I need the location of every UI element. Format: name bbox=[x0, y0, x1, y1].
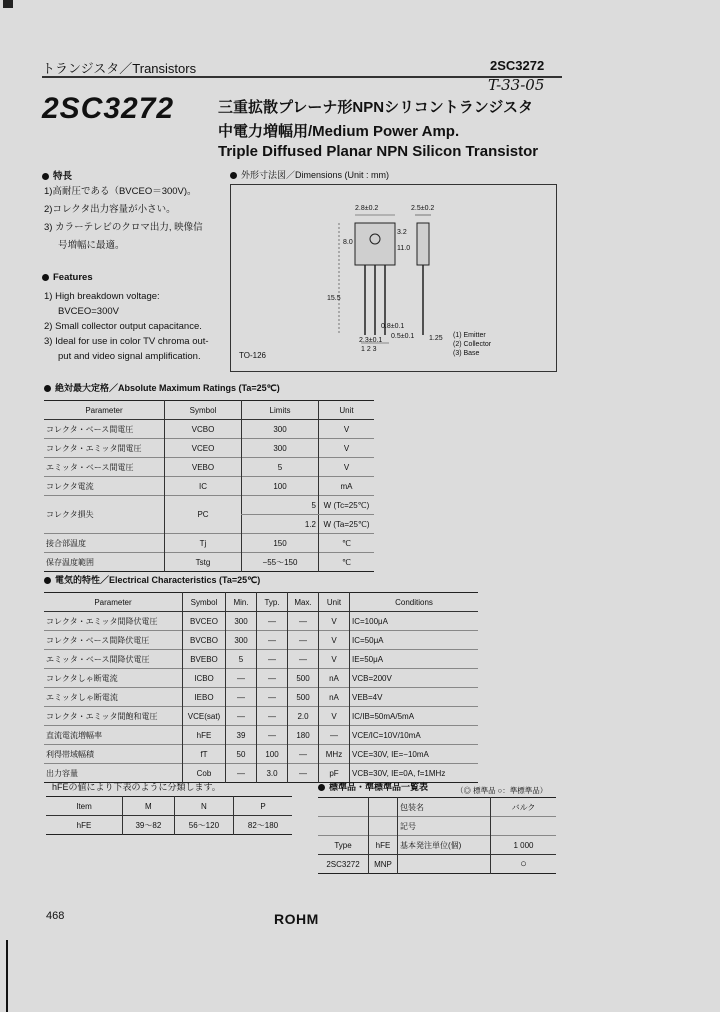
table-row bbox=[318, 798, 556, 817]
standard-legend: （◎ 標準品 ○：準標準品） bbox=[456, 786, 548, 795]
features-jp-item: 2)コレクタ出力容量が小さい。 bbox=[44, 204, 176, 215]
cell: BVEBO bbox=[183, 650, 226, 669]
standard-table bbox=[318, 797, 556, 874]
cell: コレクタ・エミッタ間降伏電圧 bbox=[46, 616, 158, 626]
cell: −55〜150 bbox=[242, 553, 319, 572]
cell: — bbox=[257, 612, 288, 631]
cell: V bbox=[319, 707, 350, 726]
elec-table bbox=[44, 592, 478, 783]
cell: BVCBO bbox=[183, 631, 226, 650]
part-title: 2SC3272 bbox=[42, 92, 175, 125]
features-jp-item: 3) カラーテレビのクロマ出力, 映像信 bbox=[44, 222, 203, 233]
dim-label: 8.0 bbox=[343, 239, 353, 246]
cell: — bbox=[257, 631, 288, 650]
cell: VCB=200V bbox=[350, 669, 479, 688]
cell: V bbox=[319, 458, 375, 477]
cell: ○ bbox=[491, 855, 557, 874]
hfe-heading: hFEの値により下表のように分類します。 bbox=[52, 782, 221, 792]
cell: — bbox=[226, 764, 257, 783]
table-row bbox=[318, 817, 556, 836]
cell: 500 bbox=[288, 688, 319, 707]
cell: IEBO bbox=[183, 688, 226, 707]
cell bbox=[491, 817, 557, 836]
col-header: Symbol bbox=[183, 593, 226, 612]
dim-label: 11.0 bbox=[397, 245, 411, 252]
cell: Tj bbox=[165, 534, 242, 553]
col-header: Symbol bbox=[165, 401, 242, 420]
cell: — bbox=[226, 707, 257, 726]
cell: 保存温度範囲 bbox=[46, 557, 94, 567]
pin-item: (2) Collector bbox=[453, 341, 492, 348]
table-row bbox=[44, 612, 478, 631]
cell: 2SC3272 bbox=[326, 859, 360, 869]
bullet-icon bbox=[230, 172, 237, 179]
cell: ICBO bbox=[183, 669, 226, 688]
cell: V bbox=[319, 612, 350, 631]
dim-label: 0.5±0.1 bbox=[391, 333, 415, 340]
cell bbox=[369, 798, 398, 817]
cell: mA bbox=[319, 477, 375, 496]
cell: 300 bbox=[226, 612, 257, 631]
cell: バルク bbox=[491, 798, 557, 817]
cell: IC=50μA bbox=[350, 631, 479, 650]
cell: — bbox=[288, 650, 319, 669]
col-header: Unit bbox=[319, 593, 350, 612]
cell: W (Tc=25℃) bbox=[319, 496, 375, 515]
cell bbox=[398, 855, 491, 874]
cell: 300 bbox=[226, 631, 257, 650]
cell: 56〜120 bbox=[174, 816, 233, 835]
cell: コレクタ・エミッタ間電圧 bbox=[46, 443, 142, 453]
cell: nA bbox=[319, 688, 350, 707]
cell: V bbox=[319, 420, 375, 439]
features-jp-item: 1)高耐圧である（BVCEO＝300V)。 bbox=[44, 186, 197, 197]
cell: Cob bbox=[183, 764, 226, 783]
cell: — bbox=[288, 764, 319, 783]
features-en-item: BVCEO=300V bbox=[58, 306, 119, 317]
cell: fT bbox=[183, 745, 226, 764]
cell: 5 bbox=[226, 650, 257, 669]
col-header: Unit bbox=[319, 401, 375, 420]
cell: コレクタ損失 bbox=[46, 510, 94, 519]
cell: V bbox=[319, 650, 350, 669]
cell: VCE/IC=10V/10mA bbox=[350, 726, 479, 745]
cell bbox=[318, 817, 369, 836]
abs-max-heading: 絶対最大定格／Absolute Maximum Ratings (Ta=25℃) bbox=[44, 381, 280, 394]
cell: 出力容量 bbox=[46, 768, 78, 778]
cell: 接合部温度 bbox=[46, 538, 86, 548]
cell: 150 bbox=[242, 534, 319, 553]
table-row bbox=[44, 669, 478, 688]
abs-max-table bbox=[44, 400, 374, 572]
col-header: N bbox=[174, 797, 233, 816]
title-line3: Triple Diffused Planar NPN Silicon Transistor bbox=[218, 143, 539, 160]
cell: 500 bbox=[288, 669, 319, 688]
standard-heading: 標準品・準標準品一覧表 bbox=[318, 780, 428, 793]
cell: エミッタ・ベース間降伏電圧 bbox=[46, 654, 150, 664]
table-row bbox=[44, 420, 374, 439]
cell: IC bbox=[165, 477, 242, 496]
cell: 100 bbox=[257, 745, 288, 764]
page-number: 468 bbox=[46, 910, 65, 922]
dim-label: 2.5±0.2 bbox=[411, 205, 435, 212]
cell: 記号 bbox=[398, 817, 491, 836]
cell: V bbox=[319, 439, 375, 458]
title-line1: 三重拡散プレーナ形NPNシリコントランジスタ bbox=[218, 99, 533, 116]
dim-label: 3.2 bbox=[397, 229, 407, 236]
dim-label: 1.25 bbox=[429, 335, 443, 342]
cell: 300 bbox=[242, 420, 319, 439]
cell: — bbox=[226, 688, 257, 707]
cell: ℃ bbox=[319, 553, 375, 572]
header-part-number: 2SC3272 bbox=[490, 58, 545, 73]
cell: VEB=4V bbox=[350, 688, 479, 707]
table-row bbox=[46, 816, 292, 835]
cell: 180 bbox=[288, 726, 319, 745]
elec-heading: 電気的特性／Electrical Characteristics (Ta=25℃) bbox=[44, 573, 260, 586]
cell: BVCEO bbox=[183, 612, 226, 631]
cell: Type bbox=[334, 840, 352, 850]
cell: — bbox=[226, 669, 257, 688]
cell: — bbox=[257, 688, 288, 707]
cell: pF bbox=[319, 764, 350, 783]
cell: 50 bbox=[226, 745, 257, 764]
dimensions-heading: 外形寸法図／Dimensions (Unit : mm) bbox=[230, 168, 389, 181]
table-row bbox=[44, 477, 374, 496]
cell: MNP bbox=[369, 855, 398, 874]
cell: 基本発注単位(個) bbox=[398, 836, 491, 855]
cell: — bbox=[257, 707, 288, 726]
bullet-icon bbox=[42, 173, 49, 180]
cell: 包装名 bbox=[398, 798, 491, 817]
cell: VCB=30V, IE=0A, f=1MHz bbox=[350, 764, 479, 783]
category-label: トランジスタ／Transistors bbox=[42, 61, 197, 76]
table-row bbox=[44, 458, 374, 477]
cell: 5 bbox=[242, 458, 319, 477]
cell: 2.0 bbox=[288, 707, 319, 726]
cell: エミッタ・ベース間電圧 bbox=[46, 462, 134, 472]
cell: VCE=30V, IE=−10mA bbox=[350, 745, 479, 764]
cell: VCBO bbox=[165, 420, 242, 439]
cell: 5 bbox=[242, 496, 319, 515]
pin-numbers: 1 2 3 bbox=[361, 346, 377, 353]
cell: V bbox=[319, 631, 350, 650]
features-en-heading: Features bbox=[42, 272, 93, 283]
features-en-item: 1) High breakdown voltage: bbox=[44, 291, 160, 302]
dim-label: 2.3±0.1 bbox=[359, 337, 383, 344]
cell: VCE(sat) bbox=[183, 707, 226, 726]
cell: — bbox=[288, 745, 319, 764]
cell bbox=[318, 798, 369, 817]
cell: — bbox=[288, 612, 319, 631]
cell: — bbox=[257, 669, 288, 688]
table-row bbox=[44, 726, 478, 745]
hfe-table bbox=[46, 796, 292, 835]
left-edge-line bbox=[6, 940, 8, 1012]
cell bbox=[369, 817, 398, 836]
cell: IE=50μA bbox=[350, 650, 479, 669]
dim-label: 0.8±0.1 bbox=[381, 323, 405, 330]
cell: PC bbox=[165, 496, 242, 534]
col-header: Typ. bbox=[257, 593, 288, 612]
table-row bbox=[44, 688, 478, 707]
table-row bbox=[44, 534, 374, 553]
bullet-icon bbox=[44, 385, 51, 392]
package-drawing bbox=[231, 185, 556, 371]
cell: W (Ta=25℃) bbox=[319, 515, 375, 534]
bullet-icon bbox=[44, 577, 51, 584]
col-header: Parameter bbox=[85, 405, 123, 415]
pin-list bbox=[453, 331, 491, 358]
cell: 300 bbox=[242, 439, 319, 458]
table-row bbox=[318, 836, 556, 855]
cell: 100 bbox=[242, 477, 319, 496]
cell: エミッタしゃ断電流 bbox=[46, 692, 118, 702]
features-en-list bbox=[44, 289, 209, 364]
cell: コレクタ・エミッタ間飽和電圧 bbox=[46, 711, 158, 721]
table-row bbox=[44, 631, 478, 650]
col-header: P bbox=[234, 797, 292, 816]
cell: コレクタ・ベース間降伏電圧 bbox=[46, 635, 150, 645]
cell: 直流電流増幅率 bbox=[46, 730, 102, 740]
cell: コレクタしゃ断電流 bbox=[46, 673, 118, 683]
cell: nA bbox=[319, 669, 350, 688]
package-name: TO-126 bbox=[239, 351, 266, 360]
table-row bbox=[44, 745, 478, 764]
cell: 39 bbox=[226, 726, 257, 745]
col-header: Conditions bbox=[350, 593, 479, 612]
brand-logo: ROHM bbox=[274, 911, 319, 927]
col-header: Parameter bbox=[94, 597, 132, 607]
pin-item: (3) Base bbox=[453, 350, 480, 357]
features-jp-list bbox=[44, 183, 203, 255]
cell: コレクタ電流 bbox=[46, 481, 94, 491]
cell: 3.0 bbox=[257, 764, 288, 783]
cell: hFE bbox=[76, 820, 92, 830]
cell: 39〜82 bbox=[123, 816, 175, 835]
dim-label: 2.8±0.2 bbox=[355, 205, 379, 212]
cell: MHz bbox=[319, 745, 350, 764]
header-rule bbox=[42, 76, 562, 78]
cell: 1.2 bbox=[242, 515, 319, 534]
cell: IC/IB=50mA/5mA bbox=[350, 707, 479, 726]
cell: — bbox=[319, 726, 350, 745]
table-row bbox=[44, 439, 374, 458]
dimensions-box bbox=[230, 184, 557, 372]
table-row bbox=[44, 650, 478, 669]
cell: 利得帯域幅積 bbox=[46, 749, 94, 759]
features-en-item: 3) Ideal for use in color TV chroma out- bbox=[44, 336, 209, 347]
cell: hFE bbox=[183, 726, 226, 745]
pin-item: (1) Emitter bbox=[453, 332, 486, 339]
cell: — bbox=[288, 631, 319, 650]
col-header: Max. bbox=[288, 593, 319, 612]
col-header: Limits bbox=[242, 401, 319, 420]
handwritten-code: T-33-05 bbox=[488, 76, 545, 94]
cell: 82〜180 bbox=[234, 816, 292, 835]
cell: IC=100μA bbox=[350, 612, 479, 631]
table-row bbox=[44, 707, 478, 726]
col-header: Min. bbox=[226, 593, 257, 612]
cell: コレクタ・ベース間電圧 bbox=[46, 424, 134, 434]
cell: VEBO bbox=[165, 458, 242, 477]
features-en-item: 2) Small collector output capacitance. bbox=[44, 321, 202, 332]
cell: — bbox=[257, 650, 288, 669]
cell: — bbox=[257, 726, 288, 745]
table-row bbox=[44, 553, 374, 572]
cell: hFE bbox=[369, 836, 398, 855]
col-header: M bbox=[123, 797, 175, 816]
col-header: Item bbox=[76, 801, 92, 811]
corner-mark bbox=[3, 0, 13, 8]
features-en-item: put and video signal amplification. bbox=[58, 351, 201, 362]
bullet-icon bbox=[42, 274, 49, 281]
cell: 1 000 bbox=[491, 836, 557, 855]
bullet-icon bbox=[318, 784, 325, 791]
features-jp-item: 号増幅に最適。 bbox=[58, 240, 125, 251]
dim-label: 15.5 bbox=[327, 295, 341, 302]
cell: VCEO bbox=[165, 439, 242, 458]
table-row bbox=[44, 496, 374, 515]
table-row bbox=[318, 855, 556, 874]
cell: ℃ bbox=[319, 534, 375, 553]
title-line2: 中電力増幅用/Medium Power Amp. bbox=[218, 123, 460, 140]
features-jp-heading: 特長 bbox=[42, 168, 72, 182]
cell: Tstg bbox=[165, 553, 242, 572]
